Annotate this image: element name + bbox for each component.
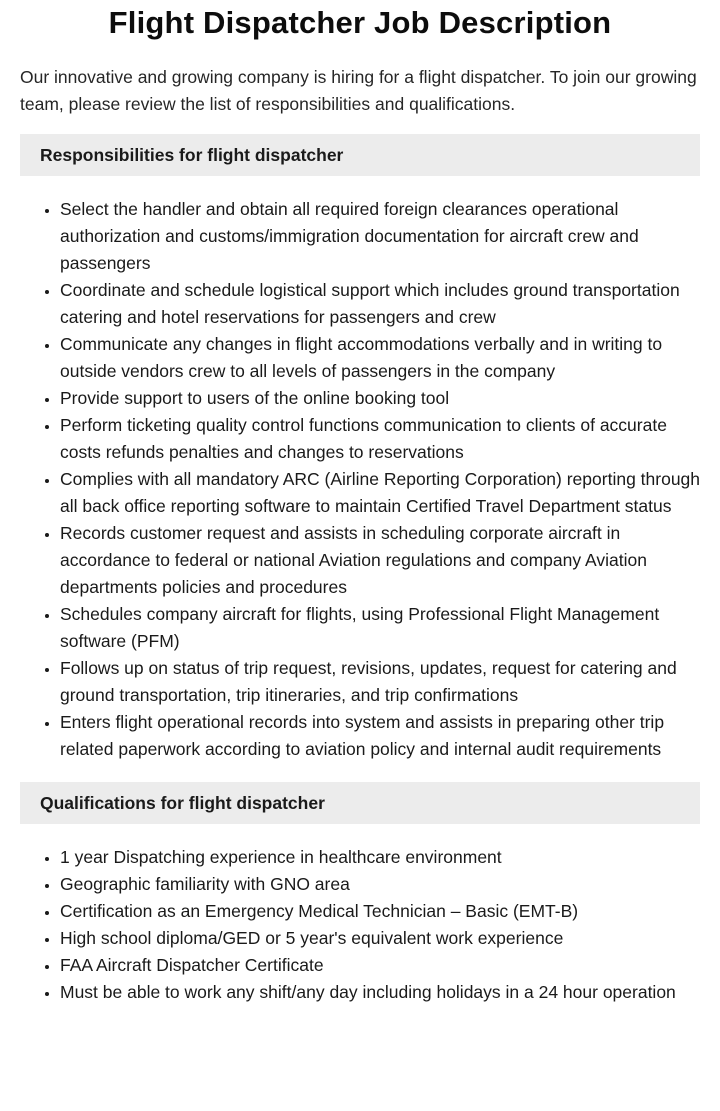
responsibilities-list xyxy=(20,196,700,763)
list-item: • Schedules company aircraft for flights, using Professional Flight Management software (PFM) xyxy=(60,601,700,655)
list-item: • Coordinate and schedule logistical support which includes ground transportation catering and hotel reservations for passengers and crew xyxy=(60,277,700,331)
list-item: • High school diploma/GED or 5 year's equivalent work experience xyxy=(60,925,700,952)
intro-paragraph: Our innovative and growing company is hiring for a flight dispatcher. To join our growing team, please review the list of responsibilities and qualifications. xyxy=(20,67,697,114)
responsibilities-heading: Responsibilities for flight dispatcher xyxy=(20,134,700,176)
list-item: • Provide support to users of the online booking tool xyxy=(60,385,700,412)
list-item: • Geographic familiarity with GNO area xyxy=(60,871,700,898)
list-item: • Certification as an Emergency Medical Technician – Basic (EMT-B) xyxy=(60,898,700,925)
list-item: • Select the handler and obtain all required foreign clearances operational authorization and customs/immigration documentation for aircraft crew and passengers xyxy=(60,196,700,277)
list-item: • Must be able to work any shift/any day including holidays in a 24 hour operation xyxy=(60,979,700,1006)
list-item: • Follows up on status of trip request, revisions, updates, request for catering and ground transportation, trip itineraries, and trip confirmations xyxy=(60,655,700,709)
page-title: Flight Dispatcher Job Description xyxy=(108,5,612,40)
list-item: • Enters flight operational records into system and assists in preparing other trip related paperwork according to aviation policy and internal audit requirements xyxy=(60,709,700,763)
list-item: • Complies with all mandatory ARC (Airline Reporting Corporation) reporting through all back office reporting software to maintain Certified Travel Department status xyxy=(60,466,700,520)
list-item: • Perform ticketing quality control functions communication to clients of accurate costs refunds penalties and changes to reservations xyxy=(60,412,700,466)
qualifications-heading: Qualifications for flight dispatcher xyxy=(20,782,700,824)
list-item: • FAA Aircraft Dispatcher Certificate xyxy=(60,952,700,979)
list-item: • Records customer request and assists in scheduling corporate aircraft in accordance to federal or national Aviation regulations and company Aviation departments policies and procedures xyxy=(60,520,700,601)
list-item: • 1 year Dispatching experience in healthcare environment xyxy=(60,844,700,871)
list-item: • Communicate any changes in flight accommodations verbally and in writing to outside vendors crew to all levels of passengers in the company xyxy=(60,331,700,385)
qualifications-list xyxy=(20,844,700,1006)
